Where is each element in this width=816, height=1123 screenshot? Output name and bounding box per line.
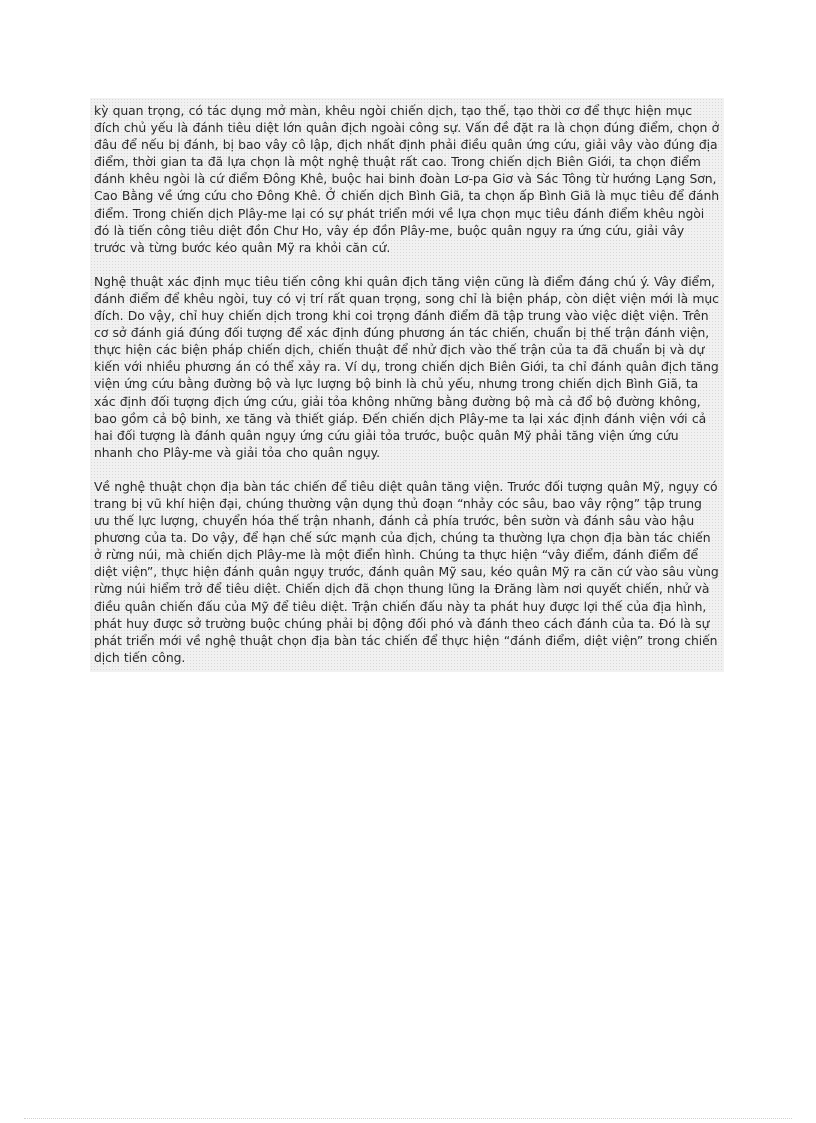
text-block [90, 98, 724, 672]
paragraph-2: Nghệ thuật xác định mục tiêu tiến công khi quân địch tăng viện cũng là điểm đáng chú ý. Vây điểm, đánh điểm để khêu ngòi, tuy có vị trí rất quan trọng, song chỉ là biện pháp, còn diệt viện mới là mục đích. Do vậy, chỉ huy chiến dịch trong khi coi trọng đánh điểm đã tập trung vào việc diệt viện. Trên cơ sở đánh giá đúng đối tượng để xác định đúng phương án tác chiến, chuẩn bị thế trận đánh viện, thực hiện các biện pháp chiến dịch, chiến thuật để nhử địch vào thế trận của ta đã chuẩn bị và dự kiến với nhiều phương án có thể xảy ra. Ví dụ, trong chiến dịch Biên Giới, ta chỉ đánh quân địch tăng viện ứng cứu bằng đường bộ và lực lượng bộ binh là chủ yếu, nhưng trong chiến dịch Bình Giã, ta xác định đối tượng địch ứng cứu, giải tỏa không những bằng đường bộ mà cả đổ bộ đường không, bao gồm cả bộ binh, xe tăng và thiết giáp. Đến chiến dịch Plây-me ta lại xác định đánh viện với cả hai đối tượng là đánh quân ngụy ứng cứu giải tỏa trước, buộc quân Mỹ phải tăng viện ứng cứu nhanh cho Plây-me và giải tỏa cho quân ngụy. [94, 273, 719, 460]
paragraph-3: Về nghệ thuật chọn địa bàn tác chiến để tiêu diệt quân tăng viện. Trước đối tượng quân Mỹ, ngụy có trang bị vũ khí hiện đại, chúng thường vận dụng thủ đoạn “nhảy cóc sâu, bao vây rộng” tập trung ưu thế lực lượng, chuyển hóa thế trận nhanh, đánh cả phía trước, bên sườn và đánh sâu vào hậu phương của ta. Do vậy, để hạn chế sức mạnh của địch, chúng ta thường lựa chọn địa bàn tác chiến ở rừng núi, mà chiến dịch Plây-me là một điển hình. Chúng ta thực hiện “vây điểm, đánh điểm để diệt viện”, thực hiện đánh quân ngụy trước, đánh quân Mỹ sau, kéo quân Mỹ ra căn cứ vào sâu vùng rừng núi hiểm trở để tiêu diệt. Chiến dịch đã chọn thung lũng Ia Đrăng làm nơi quyết chiến, nhử và điều quân chiến đấu của Mỹ để tiêu diệt. Trận chiến đấu này ta phát huy được lợi thế của địa hình, phát huy được sở trường buộc chúng phải bị động đối phó và đánh theo cách đánh của ta. Đó là sự phát triển mới về nghệ thuật chọn địa bàn tác chiến để thực hiện “đánh điểm, diệt viện” trong chiến dịch tiến công. [94, 478, 719, 665]
footer-divider [24, 1118, 792, 1119]
paragraph-1: kỳ quan trọng, có tác dụng mở màn, khêu ngòi chiến dịch, tạo thế, tạo thời cơ để thực hiện mục đích chủ yếu là đánh tiêu diệt lớn quân địch ngoài công sự. Vấn đề đặt ra là chọn đúng điểm, chọn ở đâu để nếu bị đánh, bị bao vây cô lập, địch nhất định phải điều quân ứng cứu, giải vây vào đúng địa điểm, thời gian ta đã lựa chọn là một nghệ thuật rất cao. Trong chiến dịch Biên Giới, ta chọn điểm đánh khêu ngòi là cứ điểm Đông Khê, buộc hai binh đoàn Lơ-pa Giơ và Sác Tông từ hướng Lạng Sơn, Cao Bằng về ứng cứu cho Đông Khê. Ở chiến dịch Bình Giã, ta chọn ấp Bình Giã là mục tiêu để đánh điểm. Trong chiến dịch Plây-me lại có sự phát triển mới về lựa chọn mục tiêu đánh điểm khêu ngòi đó là tiến công tiêu diệt đồn Chư Ho, vây ép đồn Plây-me, buộc quân ngụy ra ứng cứu, giải vây trước và từng bước kéo quân Mỹ ra khỏi căn cứ. [94, 103, 720, 255]
